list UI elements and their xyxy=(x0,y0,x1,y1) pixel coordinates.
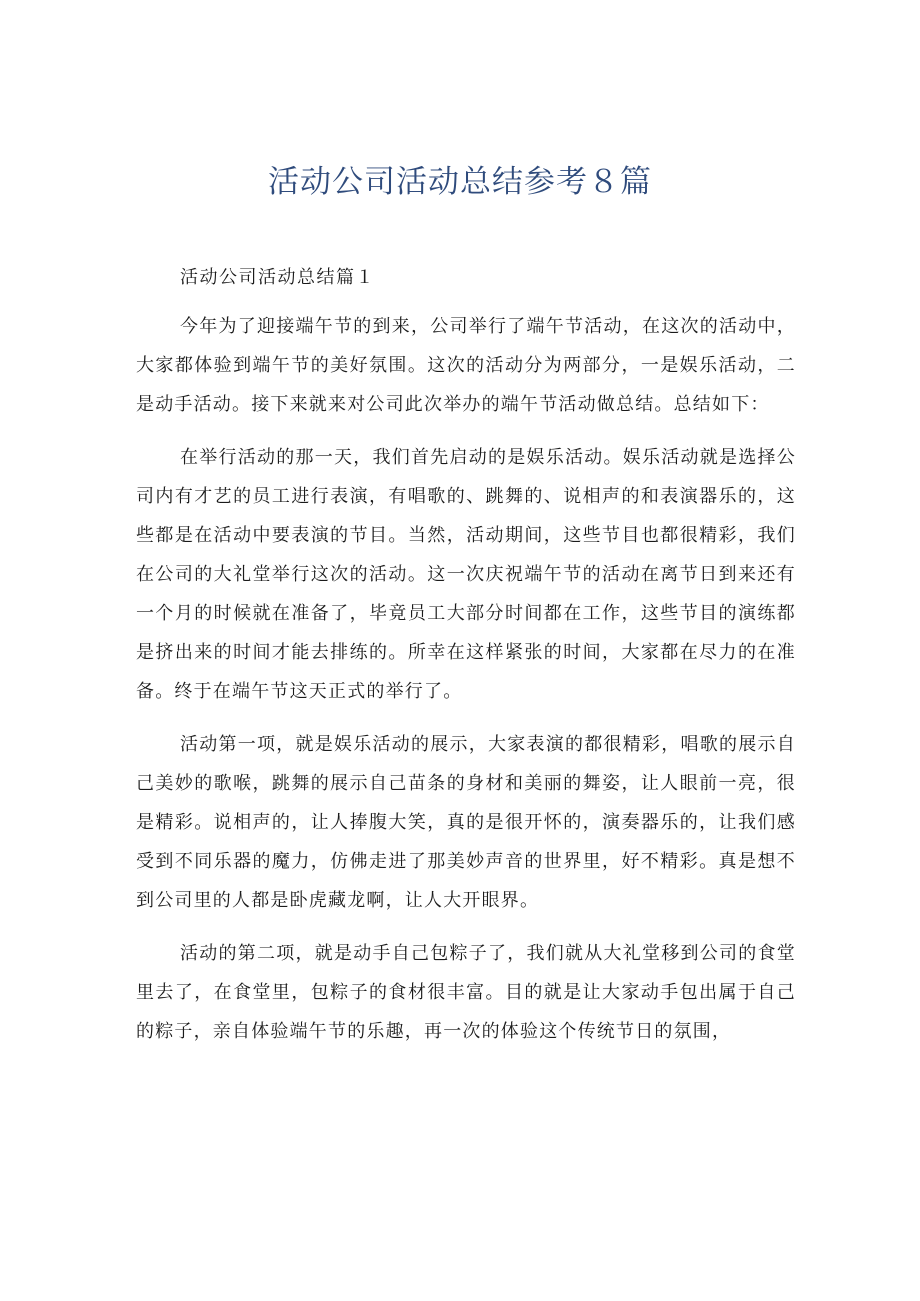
paragraph-1: 今年为了迎接端午节的到来，公司举行了端午节活动，在这次的活动中，大家都体验到端午节的美好氛围。这次的活动分为两部分，一是娱乐活动，二是动手活动。接下来就来对公司此次举办的端午节活动做总结。总结如下： xyxy=(136,316,796,415)
paragraph-3: 活动第一项，就是娱乐活动的展示，大家表演的都很精彩，唱歌的展示自己美妙的歌喉，跳舞的展示自己苗条的身材和美丽的舞姿，让人眼前一亮，很是精彩。说相声的，让人捧腹大笑，真的是很开怀的，演奏器乐的，让我们感受到不同乐器的魔力，仿佛走进了那美妙声音的世界里，好不精彩。真是想不到公司里的人都是卧虎藏龙啊，让人大开眼界。 xyxy=(136,734,796,911)
document-body xyxy=(136,307,796,1065)
section-heading: 活动公司活动总结篇１ xyxy=(180,267,375,288)
paragraph-4: 活动的第二项，就是动手自己包粽子了，我们就从大礼堂移到公司的食堂里去了，在食堂里，包粽子的食材很丰富。目的就是让大家动手包出属于自己的粽子，亲自体验端午节的乐趣，再一次的体验这个传统节日的氛围， xyxy=(136,943,796,1042)
paragraph-2: 在举行活动的那一天，我们首先启动的是娱乐活动。娱乐活动就是选择公司内有才艺的员工进行表演，有唱歌的、跳舞的、说相声的和表演器乐的，这些都是在活动中要表演的节目。当然，活动期间，这些节目也都很精彩，我们在公司的大礼堂举行这次的活动。这一次庆祝端午节的活动在离节日到来还有一个月的时候就在准备了，毕竟员工大部分时间都在工作，这些节目的演练都是挤出来的时间才能去排练的。所幸在这样紧张的时间，大家都在尽力的在准备。终于在端午节这天正式的举行了。 xyxy=(136,447,796,702)
document-title: 活动公司活动总结参考８篇 xyxy=(268,164,652,200)
